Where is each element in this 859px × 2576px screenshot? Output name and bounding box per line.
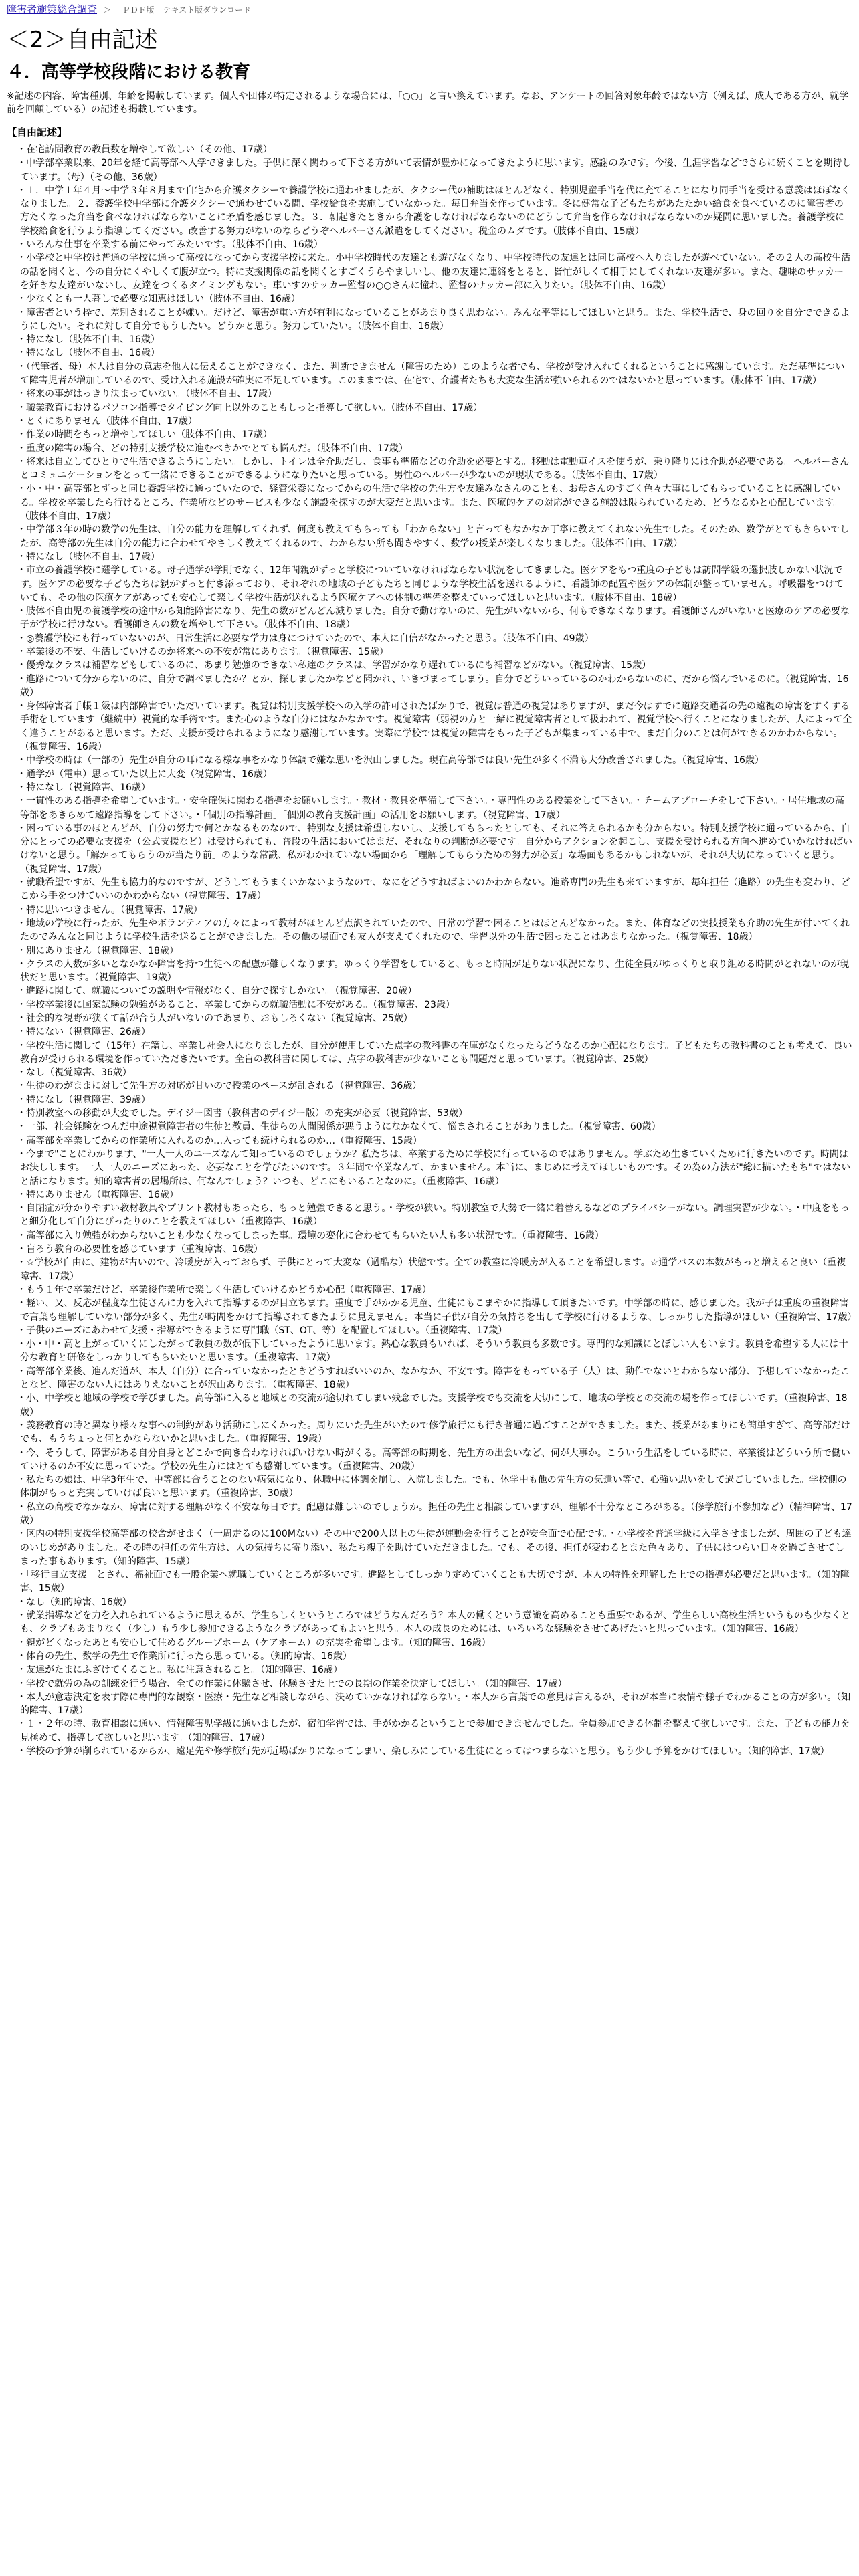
comment-item: ・重度の障害の場合、どの特別支援学校に進むべきかでとても悩んだ。（肢体不自由、17歳） [17, 443, 408, 454]
comment-item: ・困っている事のほとんどが、自分の努力で何とかなるものなので、特別な支援は希望しないし、支援してもらったとしても、それに答えられるかも分からない。特別支援学校に通っているから、自分にとっての必要な支援を（公式支援など）は受けられても、普段の生活においてはまだ、それなりの判断が必要です。自分からアクションを起こし、支援を受けられる方向へ進めていかなければいけないと思う。「解かってもらうのが当たり前」のような常識、私がわかれていない場面から「理解してもらうための努力が必要」な場面もあるかもしれないが、それが大切になっていくと思う。（視覚障害、17歳） [17, 823, 852, 875]
comment-item: ・１・２年の時、教育相談に通い、情報障害児学級に通いましたが、宿泊学習では、手がかかるということで参加できませんでした。全員参加できる体制を整えて欲しいです。また、子どもの能力を見極めて、指導して欲しいと思います。（知的障害、17歳） [17, 1719, 850, 1743]
comment-item: ・区内の特別支援学校高等部の校舎がせまく（一周走るのに100Mない）その中で200人以上の生徒が運動会を行うことが安全面で心配です。・小学校を普通学級に入学させましたが、周囲の子ども達のいじめがありました。その時の担任の先生方は、人の気持ちに寄り添い、私たち親子を助けていただきました。でも、その後、担任が変わるとまた色々あり、子供にはつらい日々を過ごさせてしまった事もあります。（知的障害、15歳） [17, 1529, 852, 1567]
comment-item: ・高等部に入り勉強がわからないことも少なくなってしまった事。環境の変化に合わせてもらいたい人も多い状況です。（重複障害、16歳） [17, 1230, 604, 1241]
comment-item: ・特にない（視覚障害、26歳） [17, 1027, 151, 1038]
section-heading: ４．高等学校段階における教育 [7, 62, 251, 82]
comment-item: ・子供のニーズにあわせて支援・指導ができるように専門職（ST、OT、等）を配置してほしい。（重複障害、17歳） [17, 1325, 508, 1336]
comment-item: ・◎養護学校にも行っていないのが、日常生活に必要な学力は身につけていたので、本人に自信がなかったと思う。（肢体不自由、49歳） [17, 633, 594, 644]
comment-item: ・別にありません（視覚障害、18歳） [17, 945, 179, 956]
comment-item: ・友達がたまにふざけてくること。私に注意されること。（知的障害、16歳） [17, 1665, 343, 1676]
editorial-note: ※記述の内容、障害種別、年齢を掲載しています。個人や団体が特定されるような場合には、「○○」と言い換えています。なお、アンケートの回答対象年齢ではない方（例えば、成人である方が、就学前を回顧している）の記述も掲載しています。 [7, 91, 849, 115]
comment-item: ・将来の事がはっきり決まっていない。（肢体不自由、17歳） [17, 389, 277, 400]
comment-item: ・義務教育の時と異なり様々な事への制約があり活動にしにくかった。周りにいた先生がいたので修学旅行にも行き普通に過ごすことができました。また、授業があまりにも簡単すぎて、高等部だけでも、もうちょっと何とかならないかと思いました。（重複障害、19歳） [17, 1420, 850, 1445]
comment-item: ・「移行自立支援」とされ、福祉面でも一般企業へ就職していくところが多いです。進路としてしっかり定めていくことも大切ですが、本人の特性を理解した上での指導が必要だと思います。（知的障害、15歳） [17, 1570, 850, 1594]
comment-item: ・作業の時間をもっと増やしてほしい（肢体不自由、17歳） [17, 429, 272, 441]
comment-item: ・小学校と中学校は普通の学校に通って高校になってから支援学校に来た。小中学校時代の友達とも遊びなくなり、中学校時代の友達とは同じ高校へ入りましたが遊べていない。その２人の高校生活の話を聞くと、今の自分にくやしくて腹が立つ。特に支援関係の話を聞くとすごくうらやましいし、他の友達に連絡をとると、皆忙がしくて相手にしてくれない友達が多い。また、趣味のサッカーを好きな友達がいないし、友達をつくるタイミングもない。車いすのサッカー監督の○○さんに憧れ、監督のサッカー部に入りたい。（肢体不自由、16歳） [17, 253, 851, 291]
comment-item: ・中学部３年の時の数学の先生は、自分の能力を理解してくれず、何度も教えてもらっても「わからない」と言ってもなかなか丁寧に教えてくれない先生でした。そのため、数学がとてもきらいでしたが、高等部の先生は自分の能力に合わせてやさしく教えてくれるので、わからない所も聞きやすく、数学の授業が楽しくなりました。（肢体不自由、17歳） [17, 524, 850, 549]
comment-item: ・将来は自立してひとりで生活できるようにしたい。しかし、トイレは全介助だし、食事も準備などの介助を必要とする。移動は電動車イスを使うが、乗り降りには介助が必要である。ヘルパーさんとコミュニケーションをとって一緒にできることができるようになりたいと思っている。男性のヘルパーが少ないのが現状である。（肢体不自由、17歳） [17, 456, 850, 481]
comment-item: ・特になし（視覚障害、39歳） [17, 1094, 151, 1105]
pdf-version-link[interactable]: ＰＤＦ版 [122, 5, 155, 15]
comment-item: ・なし（知的障害、16歳） [17, 1596, 132, 1608]
breadcrumb-separator: ＞ [102, 5, 111, 15]
comment-item: ・特になし（視覚障害、16歳） [17, 782, 151, 793]
comment-item: ・特になし（肢体不自由、16歳） [17, 348, 160, 359]
comment-item: ・進路について分からないのに、自分で調べましたか？とか、探しましたかなどと聞かれ、いきづまってしまう。自分でどういっているのかわからないのに、だから悩んでいるのに。（視覚障害、16歳） [17, 673, 849, 698]
comment-item: ・優秀なクラスは補習などもしているのに、あまり勉強のできない私達のクラスは、学習がかなり遅れているにも補習などがない。（視覚障害、15歳） [17, 660, 652, 671]
comment-item: ・中学校の時は（一部の）先生が自分の耳になる様な事をかなり体調で嫌な思いを沢山しました。現在高等部では良い先生が多く不満も大分改善されました。（視覚障害、16歳） [17, 755, 764, 766]
comment-item: ・一貫性のある指導を希望しています。・安全確保に関わる指導をお願いします。・教材・教具を準備して下さい。・専門性のある授業をして下さい。・チームアプローチをして下さい。・居住地域の高等部をあきらめて遠路指導をして下さい。・「個別の指導計画」「個別の教育支援計画」の活用をお願いします。（視覚障害、17歳） [17, 796, 844, 821]
comment-item: ・盲ろう教育の必要性を感じています（重複障害、16歳） [17, 1244, 263, 1255]
page-title: ＜2＞自由記述 [7, 27, 158, 53]
comment-item: ・肢体不自由児の養護学校の途中から知能障害になり、先生の数がどんどん減りました。自分で動けないのに、先生がいないから、何もできなくなります。看護師さんがいないと医療のケアの必要な子が学校に行けない。看護師さんの数を増やして下さい。（肢体不自由、18歳） [17, 606, 850, 631]
comment-item: ・特別教室への移動が大変でした。デイジー図書（教科書のデイジー版）の充実が必要（視覚障害、53歳） [17, 1108, 468, 1119]
comment-item: ・体育の先生、数学の先生で作業所に行ったら思っている。（知的障害、16歳） [17, 1650, 352, 1662]
comment-item: ・身体障害者手帳１級は内部障害でいただいています。視覚は特別支援学校への入学の許可されたばかりで、視覚は普通の視覚はありますが、まだ今はすでに道路交通者の先の遠視の障害をすくする手術をしています（継続中）視覚的な手術です。また心のような自分にはなかなかです。視覚障害（弱視の方と一緒に視覚障害者として扱われて、視覚学校へ行くことになりましたが、人によって全く違うことがあると思います。ただ、支援が受けられるようになり感謝しています。実際に学校では視覚の障害をもった子どもが集まっている中で、まだ自分のことは何ができるのかわからない。（視覚障害、16歳） [17, 701, 852, 753]
comment-item: ・（代筆者、母）本人は自分の意志を他人に伝えることができなく、また、判断できません（障害のため）このような者でも、学校が受け入れてくれるということに感謝しています。ただ基準について障害児者が増加しているので、受け入れる施設が確実に不足しています。このままでは、在宅で、介護者たちも大変な生活が強いられるのではないかと思っています。（肢体不自由、17歳） [17, 361, 845, 387]
comment-item: ・学校生活に関して（15年）在籍し、卒業し社会人になりましたが、自分が使用していた点字の教科書の在庫がなくなったらどうなるのか心配になります。子どもたちの教科書のことも考えて、良い教育が受けられる環境を作っていただきたいです。全盲の教科書に関しては、点字の教科書が少ないことも問題だと思っています。（視覚障害、25歳） [17, 1040, 852, 1065]
comment-item: ・小、中学校と地域の学校で学びました。高等部に入ると地域との交流が途切れてしまい残念でした。支援学校でも交流を大切にして、地域の学校との交流の場を作ってほしいです。（重複障害、18歳） [17, 1393, 848, 1418]
comment-item: ・障害者という枠で、差別されることが嫌い。だけど、障害が重い方が有利になっていることがあまり良く思わない。みんな平等にしてほしいと思う。また、学校生活で、身の回りを自分でできるようにしたい。それに対して自分でもうしたい。どうかと思う。努力していたい。（肢体不自由、16歳） [17, 307, 850, 332]
comment-list [7, 143, 857, 1758]
comment-item: ・１．中学１年４月～中学３年８月まで自宅から介護タクシーで養護学校に通わせましたが、タクシー代の補助はほとんどなく、特別児童手当を代に充てることになり同手当を受ける意義はほぼなくなりました。２．養護学校中学部に介護タクシーで通わせている間、学校給食を実施していなかった。毎日弁当を作っています。冬に健常な子どもたちがあたたかい給食を食べているのに障害者の方たくなった弁当を食べなければならないことに矛盾を感じました。３．朝起きたときから介護をしなければならないのにどうして弁当を作らなければならないのか疑問に思いました。養護学校に学校給食を行うよう指導してください。改善する努力がないのならどうぞヘルパーさん派遣をしてください。税金のムダです。（肢体不自由、15歳） [17, 185, 850, 237]
comment-item: ・学校で就労の為の訓練を行う場合、全ての作業に体験させ、体験させた上での長期の作業を決定してほしい。（知的障害、17歳） [17, 1678, 567, 1689]
comment-item: ・市立の養護学校に選学している。母子通学が学則でなく、12年間親がずっと学校についていなければならない状況をしてきました。医ケアをもつ重度の子どもは訪問学級の選択肢しかない状況です。医ケアの必要な子どもたちは親がずっと付き添っており、それぞれの地域の子どもたちと同じような学校生活を送れるように、看護師の配置や医ケアの体制が整っていません。呼吸器をつけていても、その他の医療ケアがあっても安心して楽しく学校生活が送れるよう医療ケアへの体制の準備を整えていってほしいと思います。（肢体不自由、18歳） [17, 565, 844, 603]
comment-item: ・社会的な視野が狭くて話が合う人がいないのであまり、おもしろくない（視覚障害、25歳） [17, 1013, 413, 1024]
comment-item: ・親がどくなったあとも安心して住めるグループホーム（ケアホーム）の充実を希望します。（知的障害、16歳） [17, 1637, 491, 1648]
comment-item: ・私立の高校でなかなか、障害に対する理解がなく不安な毎日です。配慮は難しいのでしょうか。担任の先生と相談していますが、理解不十分なところがある。（修学旅行不参加など）（精神障害、17歳） [17, 1501, 852, 1526]
comment-item: ・今、そうして、障害がある自分自身とどこかで向き合わなければいけない時がくる。高等部の時期を、先生方の出会いなど、何が大事か。こういう生活をしている時に、卒業後はどういう所で働いていけるのか不安に思っていた。学校の先生方にはとても感謝しています。（重複障害、20歳） [17, 1447, 850, 1472]
comment-item: ・クラスの人数が多いとなかなか障害を持つ生徒への配慮が難しくなります。ゆっくり学習をしていると、もっと時間が足りない状況になり、生徒全員がゆっくりと取り組める時間がとれないのが現状だと思います。（視覚障害、19歳） [17, 958, 850, 984]
comment-item: ・特になし（肢体不自由、17歳） [17, 551, 160, 562]
comment-item: ・軽い、又、反応が程度な生徒さんに力を入れて指導するのが目立ちます。重度で手がかかる児童、生徒にもこまやかに指導して頂きたいです。中学部の時に、感じました。我が子は重度の重複障害で言葉も理解していない部分が多く、先生が時間をかけて指導されてきたように見えません。本当に子供が自分の気持ちを出して学校に行けるような、しっかりした指導がほしい（重複障害、17歳） [17, 1298, 857, 1323]
comment-item: ・高等部を卒業してからの作業所に入れるのか…入っても続けられるのか…（重複障害、15歳） [17, 1135, 422, 1146]
comment-item: ・とくにありません（肢体不自由、17歳） [17, 415, 197, 427]
free-text-label: 【自由記述】 [7, 126, 68, 138]
comment-item: ・小・中・高と上がっていくにしたがって教員の数が低下していったように思います。熱心な教員もいれば、そういう教員も多数です。専門的な知識にとぼしい人もいます。教員を希望する人には十分な教育と研修をしっかりしてもらいたいと思います。（重複障害、17歳） [17, 1339, 848, 1364]
comment-item: ・少なくとも一人暮しで必要な知恵はほしい（肢体不自由、16歳） [17, 294, 300, 305]
text-download-link[interactable]: テキスト版ダウンロード [163, 5, 252, 15]
comment-item: ・進路に関して、就職についての説明や情報がなく、自分で探すしかない。（視覚障害、20歳） [17, 986, 417, 997]
comment-item: ・特になし（肢体不自由、16歳） [17, 334, 160, 346]
comment-item: ・なし（視覚障害、36歳） [17, 1067, 132, 1079]
comment-item: ・在宅訪問教育の教員数を増やして欲しい（その他、17歳） [17, 144, 272, 155]
comment-item: ・一部、社会経験をつんだ中途視覚障害者の生徒と教員、生徒らの人間関係が悪うようになかなくて、悩まされることがありました。（視覚障害、60歳） [17, 1121, 661, 1133]
comment-item: ・小・中・高等部とずっと同じ養護学校に通っていたので、経管栄養になってからの生活で学校の先生方や友達みなさんのことも、お母さんのすごく色々大事にしてもらっていることに感謝している。学校を卒業したら行けるところ、作業所などのサービスも少なく施設を探すのが大変だと思います。また、医療的ケアの対応ができる施設は限られているため、どうなるかと心配しています。（肢体不自由、17歳） [17, 484, 843, 522]
comment-item: ・☆学校が自由に、建物が古いので、冷暖房が入っておらず、子供にとって大変な（過酷な）状態です。全ての教室に冷暖房が入ることを希望します。☆通学バスの本数がもっと増えると良い（重複障害、17歳） [17, 1257, 846, 1282]
comment-item: ・卒業後の不安、生活していけるのか将来への不安が常にあります。（視覚障害、15歳） [17, 646, 389, 657]
comment-item: ・地域の学校に行ったが、先生やボランティアの方々によって教材がほとんど点訳されていたので、日常の学習で困ることはほとんどなかった。また、体育などの実技授業も介助の先生が付いてくれたのでみんなと同じように学校生活を送ることができました。その他の場面でも友人が支えてくれたので、学習以外の生活で困ったことはあまりなかった。（視覚障害、18歳） [17, 918, 850, 943]
comment-item: ・通学が（電車）思っていた以上に大変（視覚障害、16歳） [17, 768, 272, 780]
comment-item: ・高等部卒業後、進んだ道が、本人（自分）に合っていなかったときどうすればいいのか、なかなか、不安です。障害をもっている子（人）は、動作でないとわからない部分、予想していなかったことなど、障害のない人にはありえないことが沢山あります。（重複障害、18歳） [17, 1366, 850, 1391]
comment-item: ・私たちの娘は、中学3年生で、中等部に合うことのない病気になり、休職中に体調を崩し、入院しました。でも、休学中も他の先生方の気遣い等で、心強い思いをして過ごしていました。学校側の体制がもっと充実していけば良いと思います。（重複障害、30歳） [17, 1475, 847, 1499]
comment-item: ・学校卒業後に国家試験の勉強があること、卒業してからの就職活動に不安がある。（視覚障害、23歳） [17, 999, 455, 1010]
top-navigation [7, 3, 852, 17]
comment-item: ・就職希望ですが、先生も協力的なのですが、どうしてもうまくいかないようなので、なにをどうすればよいのかわからない。進路専門の先生も来ていますが、毎年担任（進路）の先生も変わり、どこから手をつけていいのかわからない（視覚障害、17歳） [17, 877, 850, 902]
comment-item: ・特に思いつきません。（視覚障害、17歳） [17, 904, 203, 916]
comment-item: ・中学部卒業以来、20年を経て高等部へ入学できました。子供に深く関わって下さる方がいて表情が豊かになってきたように思います。感謝のみです。今後、生涯学習などでさらに続くことを期待しています。（母）（その他、36歳） [17, 158, 852, 183]
comment-item: ・特にありません（重複障害、16歳） [17, 1189, 179, 1200]
comment-item: ・学校の予算が削られているからか、遠足先や修学旅行先が近場ばかりになってしまい、楽しみにしている生徒にとってはつまらないと思う。もう少し予算をかけてほしい。（知的障害、17歳） [17, 1746, 830, 1757]
comment-item: ・生徒のわがままに対して先生方の対応が甘いので授業のペースが乱される（視覚障害、36歳） [17, 1081, 422, 1092]
comment-item: ・自閉症が分かりやすい教材教具やプリント教材もあったら、もっと勉強できると思う。・学校が狭い。特別教室で大勢で一緒に着替えるなどのプライバシーがない。調理実習が少ない。・中度をもっと細分化して自分にぴったりのことを教えてほしい（重複障害、16歳） [17, 1203, 850, 1228]
comment-item: ・いろんな仕事を卒業する前にやってみたいです。（肢体不自由、16歳） [17, 239, 323, 251]
comment-item: ・もう１年で卒業だけど、卒業後作業所で楽しく生活していけるかどうか心配（重複障害、17歳） [17, 1284, 432, 1295]
home-link[interactable]: 障害者施策総合調査 [7, 3, 98, 15]
comment-item: ・今まで"ことにわかります、"一人一人のニーズなんて知っているのでしょうか？私たちは、卒業するために学校に行っているのではありません。学ぶため生きていくために行きたいのです。時間はお決しします。一人一人のニーズにあった、必要なことを学びたいのです。３年間で卒業なんて、かまいません。本当に、まじめに考えてほしいものです。その為の方法が"総に描いたもち"ではないと話になります。知的障害者の居場所は、何なんでしょう？いつも、どこにもいることなのに。（重複障害、16歳） [17, 1148, 851, 1187]
comment-item: ・就業指導などを力を入れられているように思えるが、学生らしくというところではどうなんだろう？本人の働くという意識を高めることも重要であるが、学生らしい高校生活というものも少なくとも、クラブもあまりなく（少し）もう少し参加できるようなクラブがあってもよいと思う。本人の成長のためには、いろいろな経験をさせてあげたいと思っています。（知的障害、16歳） [17, 1610, 850, 1635]
comment-item: ・本人が意志決定を表す際に専門的な観察・医療・先生など相談しながら、決めていかなければならない。・本人から言葉での意見は言えるが、それが本当に表情や様子でわかることの方が多い。（知的障害、17歳） [17, 1691, 851, 1717]
comment-item: ・職業教育におけるパソコン指導でタイピング向上以外のこともしっと指導して欲しい。（肢体不自由、17歳） [17, 402, 483, 413]
